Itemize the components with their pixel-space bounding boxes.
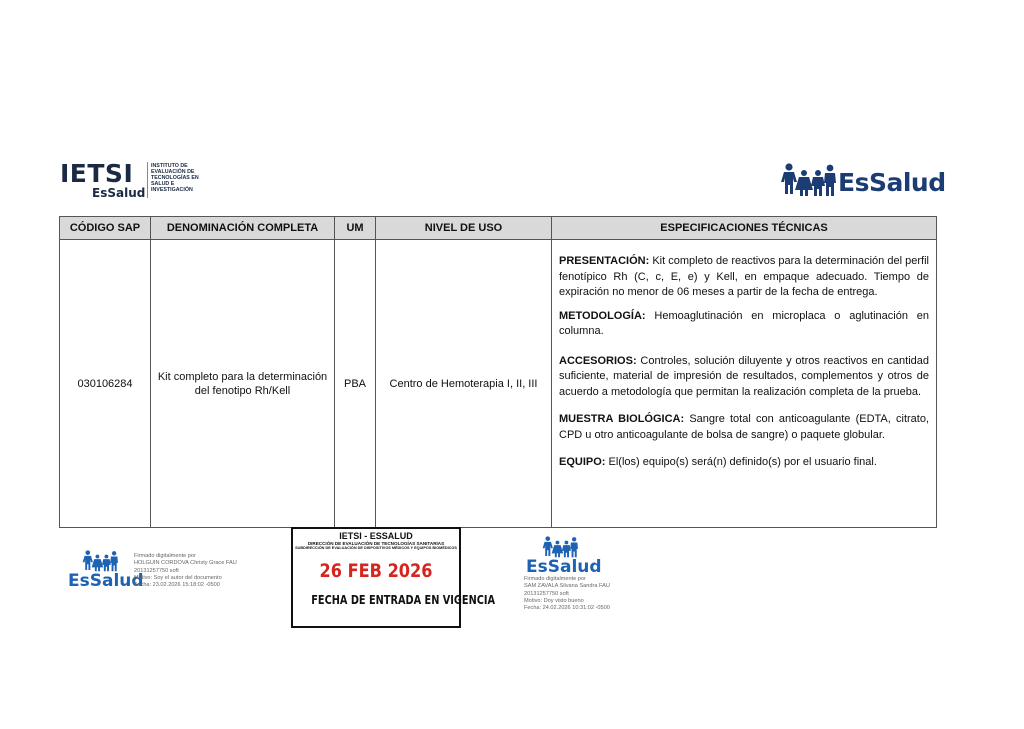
spec-text: Controles, solución diluyente y otros reactivos en cantidad suficiente, material de impresión de resultados, complementos y otros de acuerdo a metodología que permitan la realización completa de la prueba. [559,354,929,398]
spec-presentacion [559,254,929,301]
stamp-title: IETSI - ESSALUD [339,531,413,541]
spec-label: EQUIPO: [559,456,606,468]
cell-denominacion: Kit completo para la determinación del fenotipo Rh/Kell [151,240,335,528]
header-especificaciones: ESPECIFICACIONES TÉCNICAS [552,217,937,240]
signature-line: HOLGUIN CORDOVA Christy Grace FAU [134,560,237,567]
spec-accesorios [559,354,929,401]
header-um: UM [335,217,376,240]
spec-text: Hemoaglutinación en microplaca o aglutinación en columna. [559,309,929,337]
ietsi-wordmark: IETSI [60,159,134,188]
spec-label: METODOLOGÍA: [559,309,646,322]
stamp-direction: DIRECCIÓN DE EVALUACIÓN DE TECNOLOGÍAS SANITARIAS [307,541,445,546]
spec-text: Kit completo de reactivos para la determinación del perfil fenotípico Rh (C, c, E, e) y Kell, en empaque adecuado. Tiempo de expiración no menor de 06 meses a partir de la fecha de entrega. [559,255,929,298]
spec-label: MUESTRA BIOLÓGICA: [559,413,685,425]
family-figures-icon [542,535,578,559]
signature-line: 20131257750 soft [134,567,179,574]
spec-metodologia [559,309,929,340]
table-header-row [60,217,937,240]
stamp-subdirection: SUBDIRECCIÓN DE EVALUACIÓN DE DISPOSITIVOS MÉDICOS Y EQUIPOS BIOMÉDICOS [295,546,457,551]
ietsi-institute-name: INSTITUTO DE EVALUACIÓN DE TECNOLOGÍAS EN SALUD E INVESTIGACIÓN [151,163,199,194]
signature-line: SAM ZAVALA Silvana Sandra FAU [524,583,610,590]
stamp-date: 26 FEB 2026 [319,559,433,582]
signature-line: Firmado digitalmente por [524,576,586,582]
essalud-logo [780,162,946,198]
cell-codigo-sap: 030106284 [60,240,151,528]
signature-details [134,553,237,589]
cell-especificaciones [552,240,937,528]
signature-brand: EsSalud [68,571,144,591]
validity-stamp [291,527,496,628]
family-figures-icon [82,549,118,573]
header-codigo-sap: CÓDIGO SAP [60,217,151,240]
signature-details [524,576,610,612]
spec-text: El(los) equipo(s) será(n) definido(s) por el usuario final. [608,456,877,468]
header-denominacion: DENOMINACIÓN COMPLETA [151,217,335,240]
ietsi-separator [147,162,148,198]
spec-equipo [559,455,929,471]
header-nivel-de-uso: NIVEL DE USO [376,217,552,240]
digital-signature-right [522,535,632,615]
essalud-wordmark: EsSalud [838,168,946,197]
ietsi-logo [60,160,210,202]
cell-nivel-de-uso: Centro de Hemoterapia I, II, III [376,240,552,528]
signature-brand: EsSalud [526,557,602,577]
spec-label: ACCESORIOS: [559,354,637,367]
specifications-table [59,216,937,528]
signature-line: Fecha: 24.02.2026 10:31:02 -0500 [524,605,610,612]
stamp-footer: FECHA DE ENTRADA EN VIGENCIA [311,591,496,607]
digital-signature-left [68,549,258,599]
table-row [60,240,937,528]
signature-line: Fecha: 23.02.2026 15:18:02 -0500 [134,582,220,589]
spec-muestra-biologica [559,412,929,443]
signature-line: Firmado digitalmente por [134,553,196,559]
family-figures-icon [780,162,836,198]
signature-line: Motivo: Doy visto bueno [524,597,584,604]
ietsi-essalud-wordmark: EsSalud [92,186,146,200]
cell-um: PBA [335,240,376,528]
spec-text: Sangre total con anticoagulante (EDTA, citrato, CPD u otro anticoagulante de bolsa de sangre) o paquete globular. [559,413,930,441]
signature-line: Motivo: Soy el autor del documento [134,574,222,581]
spec-label: PRESENTACIÓN: [559,255,650,267]
signature-line: 20131257750 soft [524,590,569,597]
